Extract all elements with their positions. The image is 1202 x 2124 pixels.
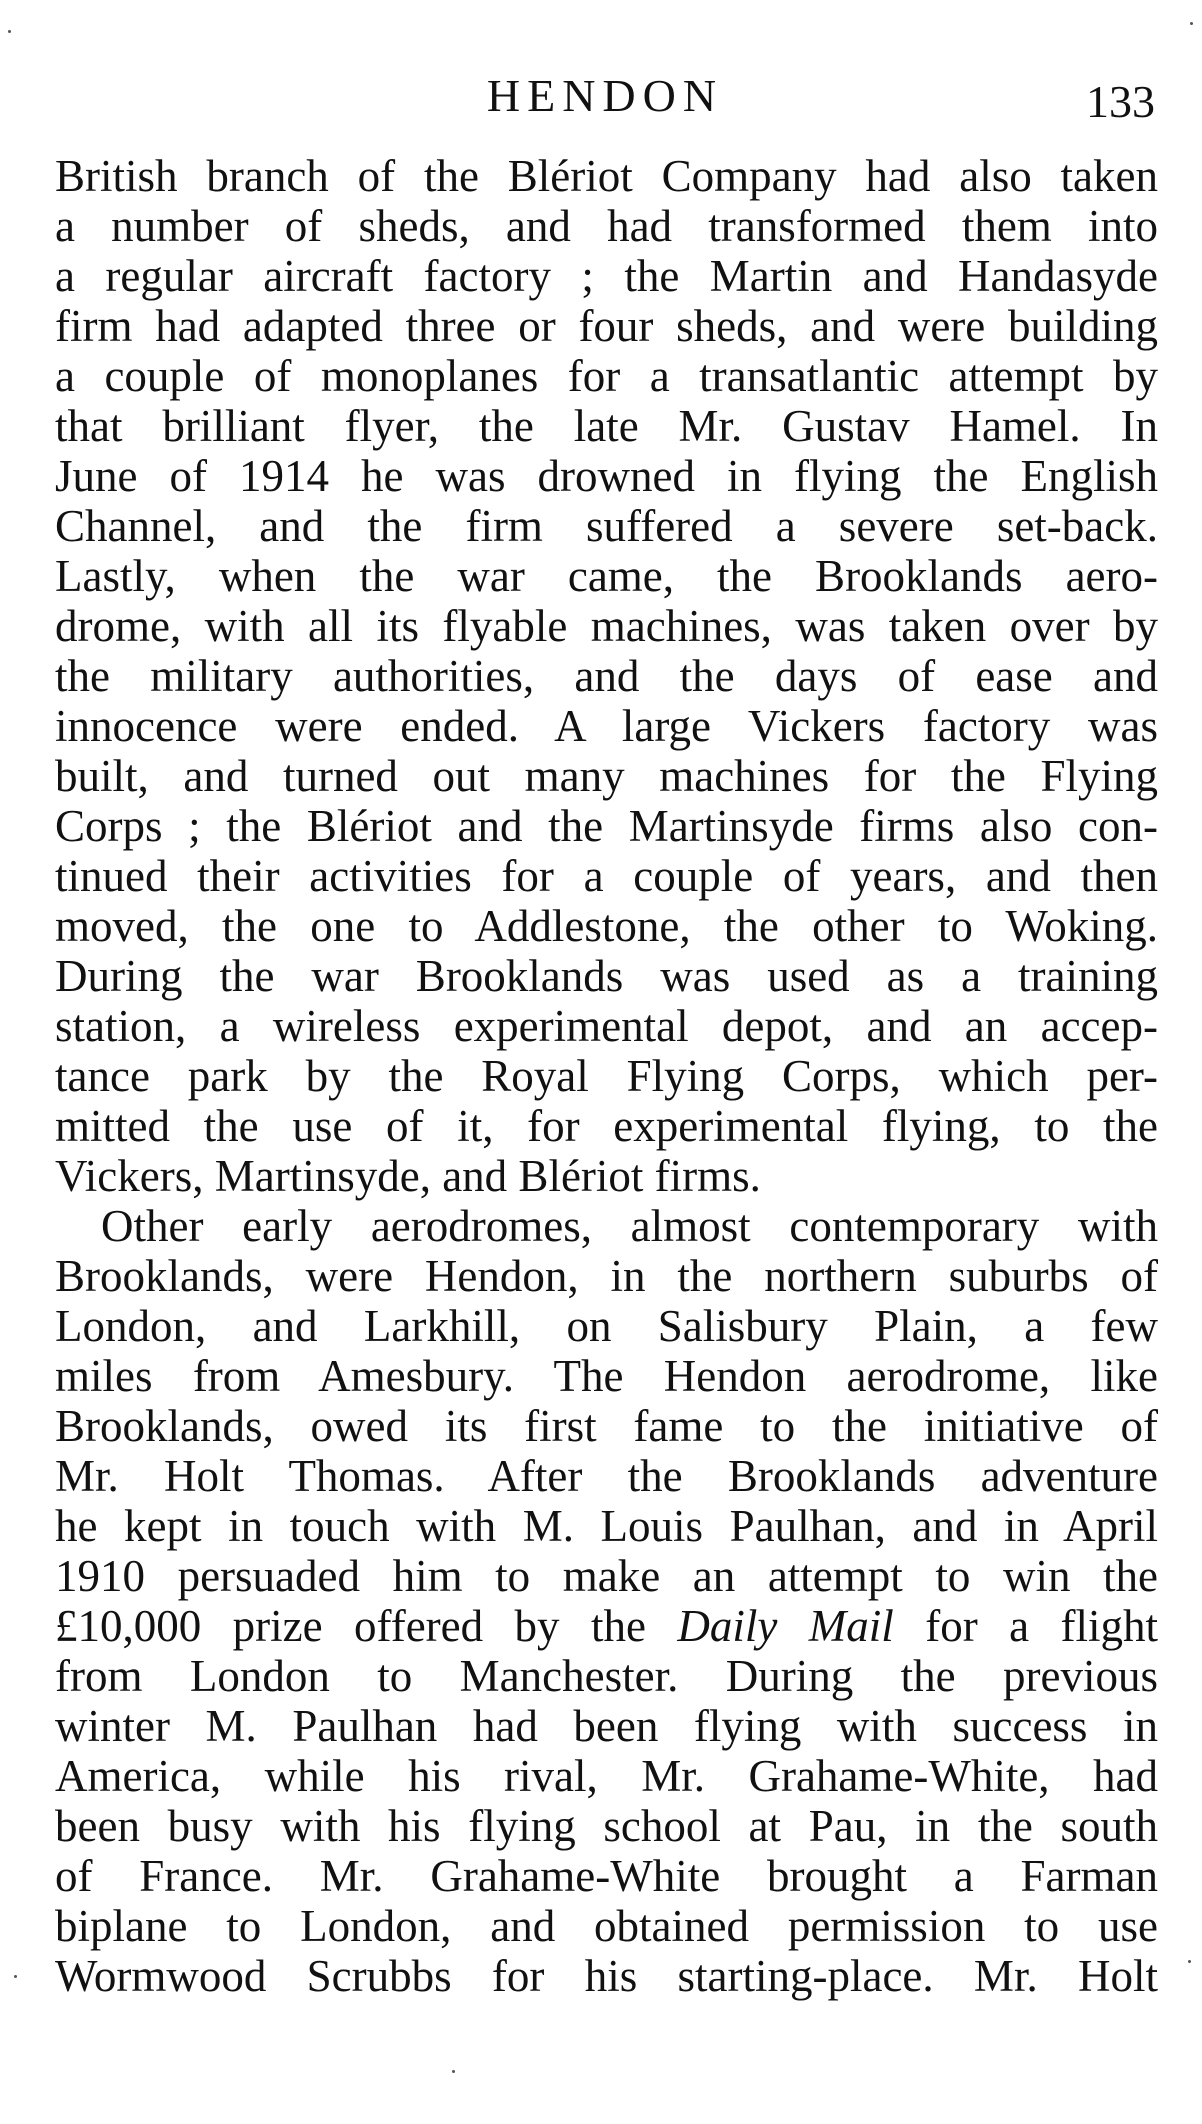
text-line: During the war Brooklands was used as a training <box>55 951 1158 1001</box>
text-line: firm had adapted three or four sheds, and were building <box>55 301 1158 351</box>
paragraph-2 <box>55 1201 1158 2001</box>
text-line: he kept in touch with M. Louis Paulhan, and in April <box>55 1501 1158 1551</box>
text-line: Brooklands, were Hendon, in the northern suburbs of <box>55 1251 1158 1301</box>
text-line: drome, with all its flyable machines, was taken over by <box>55 601 1158 651</box>
text-line: that brilliant flyer, the late Mr. Gustav Hamel. In <box>55 401 1158 451</box>
text-line: London, and Larkhill, on Salisbury Plain, a few <box>55 1301 1158 1351</box>
text-line: Brooklands, owed its first fame to the initiative of <box>55 1401 1158 1451</box>
text-line: moved, the one to Addlestone, the other to Woking. <box>55 901 1158 951</box>
text-line: a couple of monoplanes for a transatlantic attempt by <box>55 351 1158 401</box>
text-line: of France. Mr. Grahame-White brought a Farman <box>55 1851 1158 1901</box>
paper-speck <box>8 30 11 33</box>
text-line: winter M. Paulhan had been flying with success in <box>55 1701 1158 1751</box>
text-line: biplane to London, and obtained permission to use <box>55 1901 1158 1951</box>
text-line: mitted the use of it, for experimental flying, to the <box>55 1101 1158 1151</box>
text-line: tance park by the Royal Flying Corps, which per- <box>55 1051 1158 1101</box>
text-line: the military authorities, and the days of ease and <box>55 651 1158 701</box>
running-head-title: HENDON <box>486 70 724 121</box>
text-line: a number of sheds, and had transformed them into <box>55 201 1158 251</box>
text-line: June of 1914 he was drowned in flying the English <box>55 451 1158 501</box>
paper-speck <box>1188 1960 1191 1963</box>
text-line: Mr. Holt Thomas. After the Brooklands adventure <box>55 1451 1158 1501</box>
newspaper-title: Daily Mail <box>677 1601 894 1651</box>
paper-speck <box>1190 22 1193 25</box>
text-line: been busy with his flying school at Pau, in the south <box>55 1801 1158 1851</box>
text-line: built, and turned out many machines for the Flying <box>55 751 1158 801</box>
page-number: 133 <box>1086 76 1155 127</box>
text-line: Corps ; the Blériot and the Martinsyde firms also con- <box>55 801 1158 851</box>
text-line: tinued their activities for a couple of years, and then <box>55 851 1158 901</box>
body-text <box>55 151 1158 2001</box>
text-line: Lastly, when the war came, the Brooklands aero- <box>55 551 1158 601</box>
text-line: Wormwood Scrubbs for his starting-place. Mr. Holt <box>55 1951 1158 2001</box>
running-head <box>55 66 1155 126</box>
text-line: £10,000 prize offered by the Daily Mail for a flight <box>55 1601 1159 1651</box>
text-line: miles from Amesbury. The Hendon aerodrome, like <box>55 1351 1158 1401</box>
text-line: Other early aerodromes, almost contemporary with <box>101 1201 1158 1251</box>
text-line: a regular aircraft factory ; the Martin and Handasyde <box>55 251 1158 301</box>
text-line: from London to Manchester. During the previous <box>55 1651 1158 1701</box>
text-line: innocence were ended. A large Vickers factory was <box>55 701 1158 751</box>
text-line: station, a wireless experimental depot, and an accep- <box>55 1001 1158 1051</box>
text-line: 1910 persuaded him to make an attempt to win the <box>55 1551 1158 1601</box>
text-line: British branch of the Blériot Company had also taken <box>55 151 1158 201</box>
text-line: Vickers, Martinsyde, and Blériot firms. <box>55 1151 761 1201</box>
paragraph-1 <box>55 151 1158 1201</box>
text-line: Channel, and the firm suffered a severe set-back. <box>55 501 1158 551</box>
paper-speck <box>14 1975 17 1978</box>
paper-speck <box>452 2070 455 2073</box>
text-line: America, while his rival, Mr. Grahame-White, had <box>55 1751 1158 1801</box>
